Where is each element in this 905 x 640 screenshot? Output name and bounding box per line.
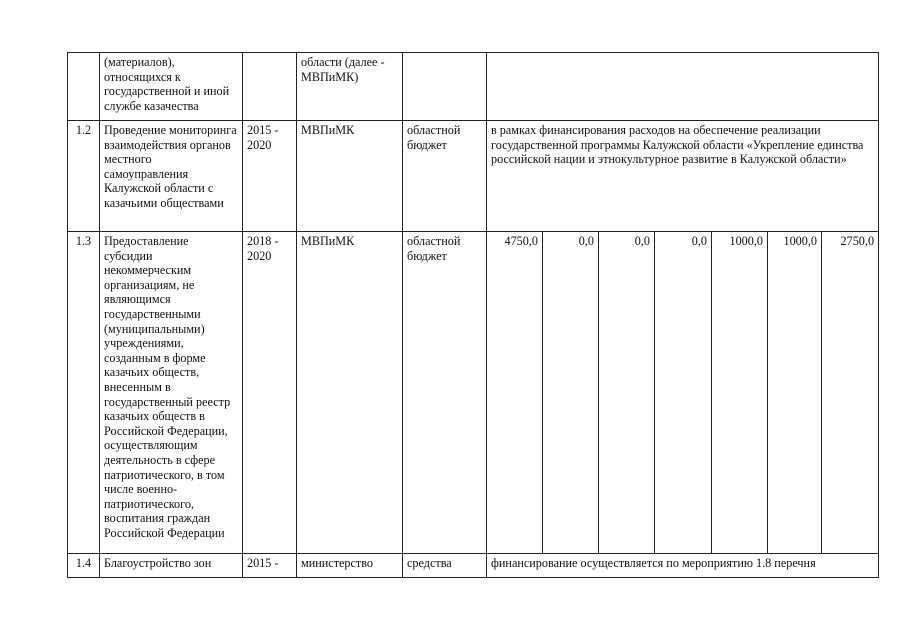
source-cell: областной бюджет <box>403 232 487 554</box>
row-number-cell <box>68 53 100 121</box>
executor-cell: МВПиМК <box>297 232 403 554</box>
period-cell <box>243 53 297 121</box>
note-cell <box>487 53 879 121</box>
row-number-cell: 1.4 <box>68 554 100 578</box>
source-cell: областной бюджет <box>403 121 487 232</box>
period-cell: 2015 - <box>243 554 297 578</box>
row-number-cell: 1.3 <box>68 232 100 554</box>
value-cell: 0,0 <box>655 232 712 554</box>
note-cell: в рамках финансирования расходов на обеспечение реализации государственной программы Калужской области «Укрепление единства российской нации и этнокультурное развитие в Калужской области» <box>487 121 879 232</box>
value-cell: 0,0 <box>599 232 655 554</box>
activity-name-cell: Проведение мониторинга взаимодействия органов местного самоуправления Калужской области с казачьими обществами <box>100 121 243 232</box>
source-cell: средства <box>403 554 487 578</box>
value-cell-total: 4750,0 <box>487 232 543 554</box>
table-row <box>68 554 879 578</box>
table-row <box>68 121 879 232</box>
table-row <box>68 53 879 121</box>
table-row <box>68 232 879 554</box>
source-cell <box>403 53 487 121</box>
value-cell: 2750,0 <box>822 232 879 554</box>
value-cell: 0,0 <box>543 232 599 554</box>
activity-name-cell: Предоставление субсидии некоммерческим организациям, не являющимся государственными (муниципальными) учреждениями, созданным в форме казачьих обществ, внесенным в государственный реестр казачьих обществ в Российской Федерации, осуществляющим деятельность в сфере патриотического, в том числе военно-патриотического, воспитания граждан Российской Федерации <box>100 232 243 554</box>
activity-name-cell: Благоустройство зон <box>100 554 243 578</box>
note-cell: финансирование осуществляется по мероприятию 1.8 перечня <box>487 554 879 578</box>
value-cell: 1000,0 <box>712 232 768 554</box>
period-cell: 2015 - 2020 <box>243 121 297 232</box>
value-cell: 1000,0 <box>768 232 822 554</box>
executor-cell: МВПиМК <box>297 121 403 232</box>
executor-cell: министерство <box>297 554 403 578</box>
activity-name-cell: (материалов), относящихся к государственной и иной службе казачества <box>100 53 243 121</box>
executor-cell: области (далее - МВПиМК) <box>297 53 403 121</box>
row-number-cell: 1.2 <box>68 121 100 232</box>
period-cell: 2018 - 2020 <box>243 232 297 554</box>
program-table <box>67 52 879 578</box>
